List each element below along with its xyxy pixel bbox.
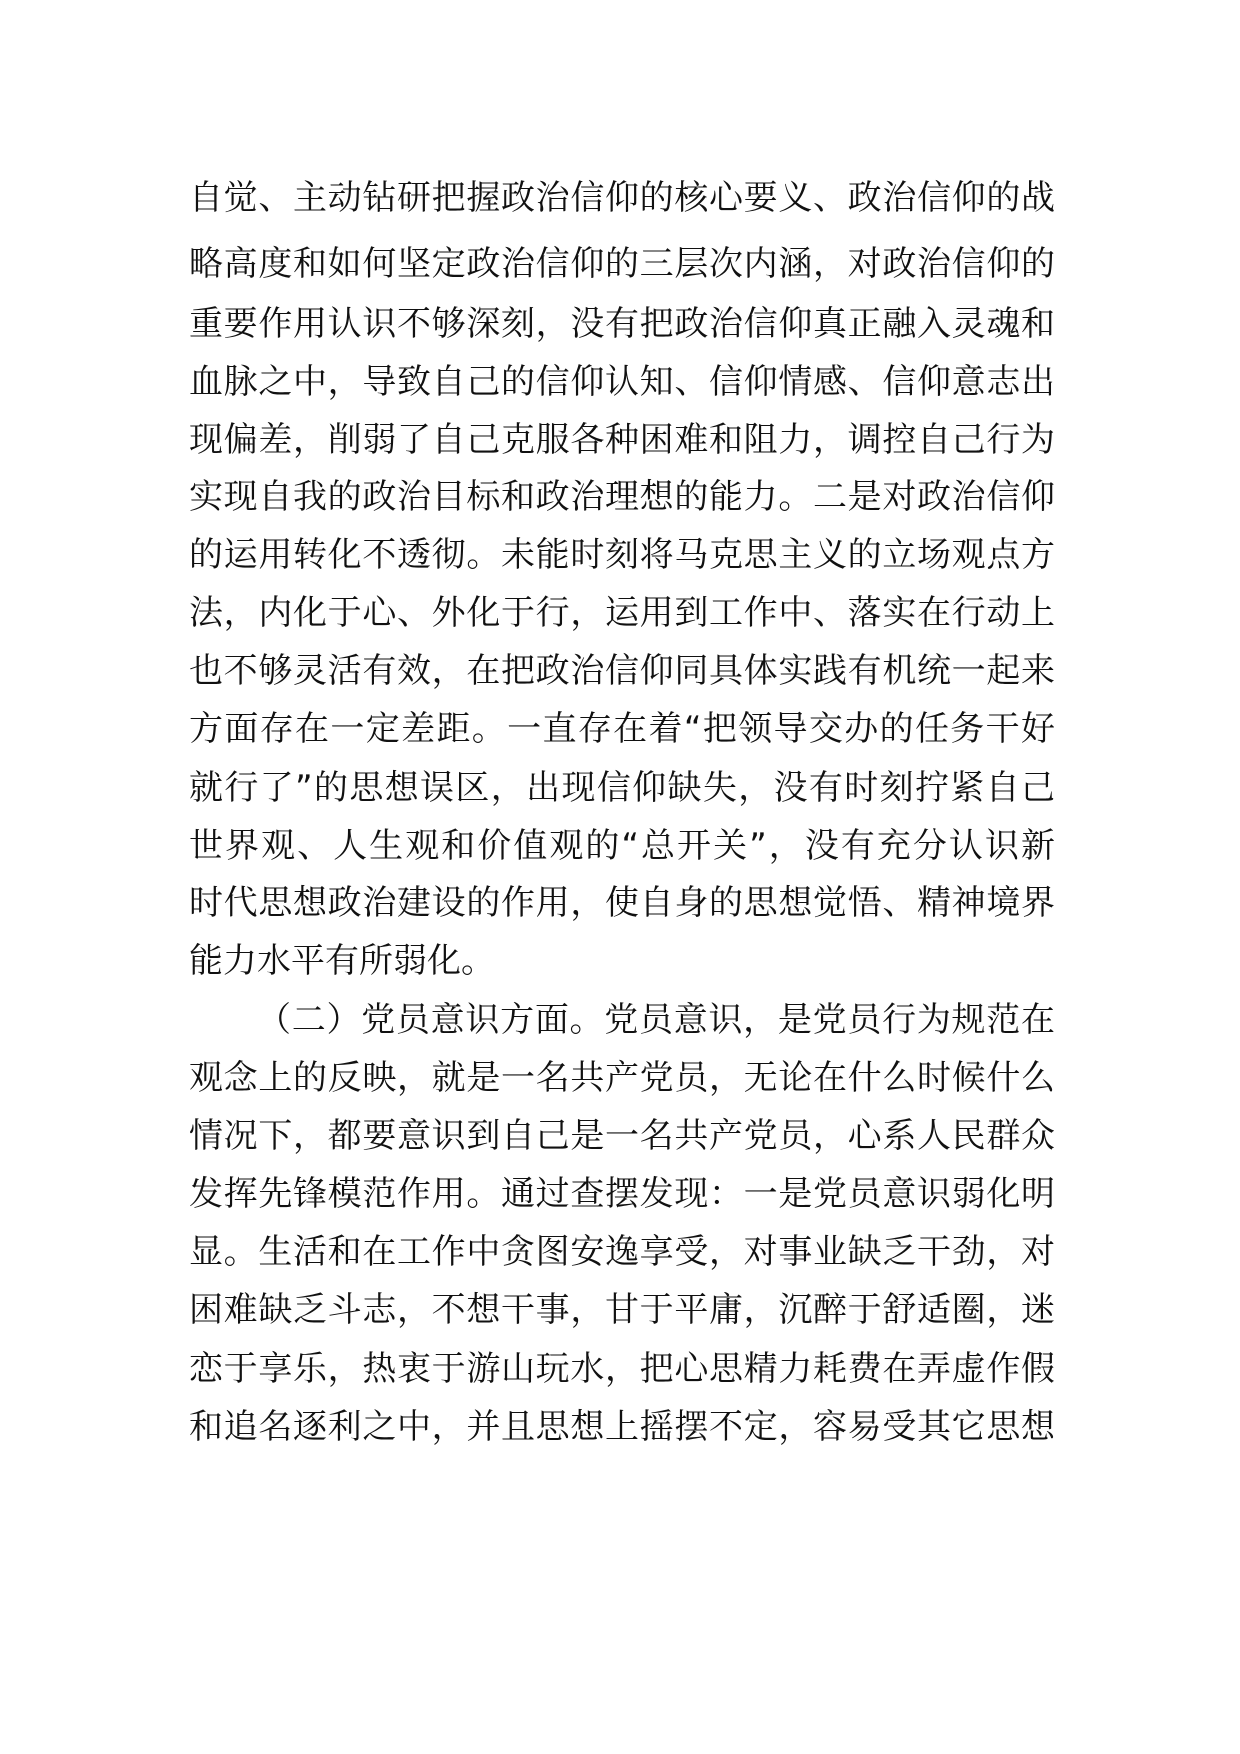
body-text-line: 发挥先锋模范作用。通过查摆发现：一是党员意识弱化明 xyxy=(189,1174,1055,1214)
body-text-line: 重要作用认识不够深刻，没有把政治信仰真正融入灵魂和 xyxy=(189,304,1055,344)
body-text-line: 情况下，都要意识到自己是一名共产党员，心系人民群众 xyxy=(189,1116,1055,1156)
body-text-line: 现偏差，削弱了自己克服各种困难和阻力，调控自己行为 xyxy=(189,420,1055,460)
section-heading-line: （二）党员意识方面。党员意识，是党员行为规范在 xyxy=(257,1000,1055,1040)
body-text-line: 困难缺乏斗志，不想干事，甘于平庸，沉醉于舒适圈，迷 xyxy=(189,1290,1055,1330)
body-text-line: 法，内化于心、外化于行，运用到工作中、落实在行动上 xyxy=(189,593,1055,633)
body-text-line: 自觉、主动钻研把握政治信仰的核心要义、政治信仰的战 xyxy=(189,178,1055,218)
body-text-line: 世界观、人生观和价值观的“总开关”，没有充分认识新 xyxy=(189,826,1055,866)
body-text-line: 恋于享乐，热衷于游山玩水，把心思精力耗费在弄虚作假 xyxy=(189,1349,1055,1389)
body-text-line: 方面存在一定差距。一直存在着“把领导交办的任务干好 xyxy=(189,709,1055,749)
body-text-line: 血脉之中，导致自己的信仰认知、信仰情感、信仰意志出 xyxy=(189,362,1055,402)
body-text-line: 显。生活和在工作中贪图安逸享受，对事业缺乏干劲，对 xyxy=(189,1232,1055,1272)
body-text-line: 和追名逐利之中，并且思想上摇摆不定，容易受其它思想 xyxy=(189,1407,1055,1447)
body-text-line: 的运用转化不透彻。未能时刻将马克思主义的立场观点方 xyxy=(189,535,1055,575)
body-text-line: 也不够灵活有效，在把政治信仰同具体实践有机统一起来 xyxy=(189,651,1055,691)
paragraph-last-line: 能力水平有所弱化。 xyxy=(189,941,495,981)
body-text-line: 观念上的反映，就是一名共产党员，无论在什么时候什么 xyxy=(189,1058,1055,1098)
body-text-line: 实现自我的政治目标和政治理想的能力。二是对政治信仰 xyxy=(189,477,1055,517)
body-text-line: 就行了”的思想误区，出现信仰缺失，没有时刻拧紧自己 xyxy=(189,768,1055,808)
body-text-line: 略高度和如何坚定政治信仰的三层次内涵，对政治信仰的 xyxy=(189,244,1055,284)
body-text-line: 时代思想政治建设的作用，使自身的思想觉悟、精神境界 xyxy=(189,883,1055,923)
